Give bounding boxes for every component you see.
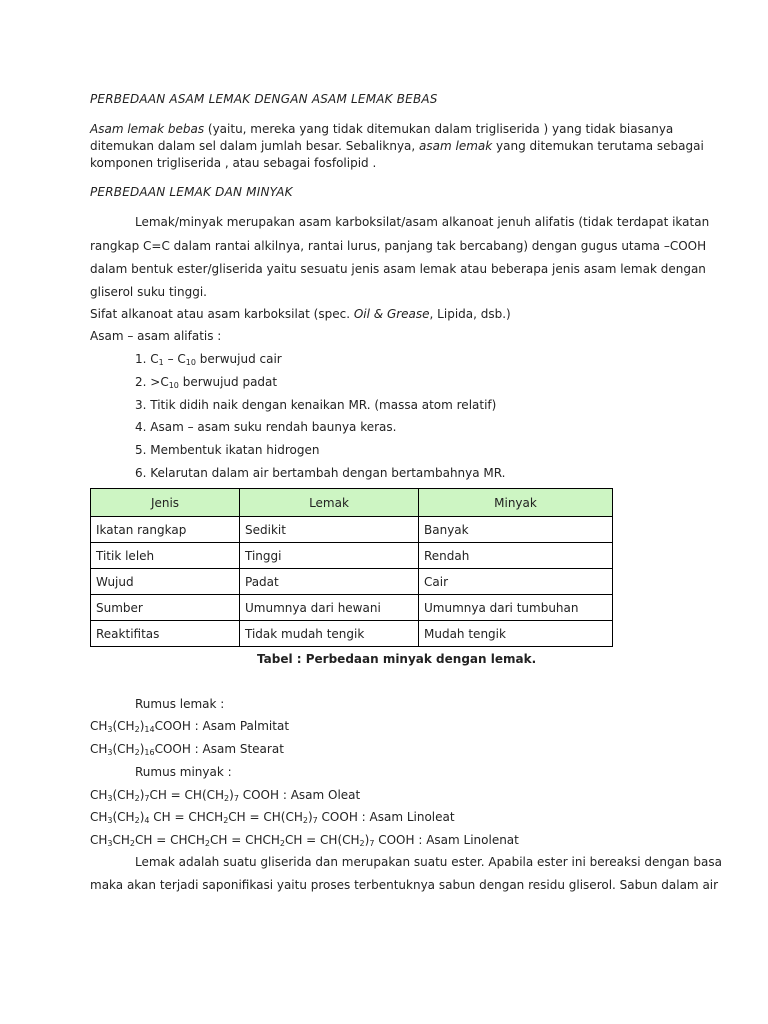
subscript: 4 [144,816,150,825]
table-cell: Tinggi [240,543,419,569]
paragraph-line: gliserol suku tinggi. [90,285,207,299]
subscript: 3 [107,748,113,757]
list-item: 6. Kelarutan dalam air bertambah dengan bertambahnya MR. [135,466,506,480]
subscript: 16 [144,748,155,757]
subscript: 2 [224,794,230,803]
subscript: 3 [107,794,113,803]
paragraph-line: dalam bentuk ester/gliserida yaitu sesuatu jenis asam lemak atau beberapa jenis asam lemak dengan [90,262,706,276]
table-row [91,621,613,647]
subscript: 7 [233,794,239,803]
heading-lemak-minyak: PERBEDAAN LEMAK DAN MINYAK [90,185,293,199]
text-run: (CH [112,810,135,824]
text-run: COOH : Asam Linoleat [317,810,455,824]
subscript: 2 [129,839,135,848]
table-cell: Sedikit [240,517,419,543]
subscript: 2 [279,839,285,848]
table-cell: Umumnya dari hewani [240,595,419,621]
text-run: CH = CHCH [209,833,280,847]
table-cell: Sumber [91,595,240,621]
formula-line [90,787,360,803]
text-run: COOH : Asam Stearat [154,742,284,756]
table-header-cell: Lemak [240,489,419,517]
subscript: 3 [107,816,113,825]
table-cell: Banyak [419,517,613,543]
list-item [135,374,277,390]
text-run: ) [364,833,370,847]
text-run: ) [139,719,145,733]
text-run: ) [139,810,145,824]
text-run: CH [112,833,130,847]
italic-term: Oil & Grease [353,307,430,321]
text-run: COOH : Asam Oleat [238,788,361,802]
formula-line [90,741,284,757]
text-run: CH [90,742,108,756]
text-run: CH = CH(CH [149,788,225,802]
table-cell: Ikatan rangkap [91,517,240,543]
table-row [91,543,613,569]
text-run: CH = CHCH [135,833,205,847]
table-cell: Titik leleh [91,543,240,569]
text-run: (CH [112,788,135,802]
italic-term: asam lemak [419,139,493,153]
text-run: ) [229,788,234,802]
list-item: 4. Asam – asam suku rendah baunya keras. [135,420,397,434]
list-item: 3. Titik didih naik dengan kenaikan MR. (massa atom relatif) [135,398,497,412]
subscript: 2 [359,839,365,848]
text-run: CH = CHCH [149,810,224,824]
text-run: CH [90,833,108,847]
table-cell: Rendah [419,543,613,569]
table-cell: Mudah tengik [419,621,613,647]
subscript: 2 [134,794,140,803]
subscript: 14 [144,725,155,734]
comparison-table [90,488,613,647]
text-run: berwujud padat [178,375,278,389]
subscript: 3 [107,725,113,734]
text-run: yang ditemukan terutama sebagai [492,139,704,153]
text-run: CH = CH(CH [228,810,303,824]
text-run: , Lipida, dsb.) [429,307,511,321]
paragraph-line: maka akan terjadi saponifikasi yaitu proses terbentuknya sabun dengan residu gliserol. Sabun dalam air [90,878,719,892]
text-run: ) [139,788,145,802]
text-run: COOH : Asam Linolenat [374,833,519,847]
paragraph-line [90,138,704,154]
formula-line [90,832,519,848]
subscript: 7 [144,794,150,803]
text-run: ) [139,742,145,756]
table-cell: Padat [240,569,419,595]
subscript: 2 [134,816,140,825]
text-run: CH = CH(CH [284,833,360,847]
subscript: 3 [107,839,113,848]
subscript: 2 [302,816,308,825]
table-cell: Umumnya dari tumbuhan [419,595,613,621]
alifatis-title: Asam – asam alifatis : [90,329,222,343]
subscript: 2 [204,839,210,848]
text-run: COOH : Asam Palmitat [154,719,290,733]
subscript: 2 [223,816,229,825]
table-cell: Reaktifitas [91,621,240,647]
table-caption: Tabel : Perbedaan minyak dengan lemak. [257,652,537,666]
text-run: (yaitu, mereka yang tidak ditemukan dalam trigliserida ) yang tidak biasanya [204,122,674,136]
heading-asam-lemak: PERBEDAAN ASAM LEMAK DENGAN ASAM LEMAK BEBAS [90,92,438,106]
table-row [91,595,613,621]
subscript: 1 [158,358,164,367]
subscript: 2 [134,725,140,734]
list-number: 2. [135,375,147,389]
list-number: 1. [135,352,147,366]
table-cell: Wujud [91,569,240,595]
text-run: >C [150,375,169,389]
text-run: CH [90,719,108,733]
subscript: 7 [369,839,375,848]
paragraph-line: Lemak adalah suatu gliserida dan merupakan suatu ester. Apabila ester ini bereaksi dengan basa [135,855,722,869]
text-run: CH [90,788,108,802]
list-item: 5. Membentuk ikatan hidrogen [135,443,320,457]
table-header-row [91,489,613,517]
table-cell: Tidak mudah tengik [240,621,419,647]
list-item [135,351,282,367]
subscript: 2 [134,748,140,757]
text-run: ) [307,810,313,824]
paragraph-line: Lemak/minyak merupakan asam karboksilat/asam alkanoat jenuh alifatis (tidak terdapat ikatan [135,215,710,229]
table-row [91,517,613,543]
text-run: Sifat alkanoat atau asam karboksilat (spec. [90,307,354,321]
rumus-lemak-title: Rumus lemak : [135,697,225,711]
text-run: berwujud cair [195,352,282,366]
formula-line [90,718,289,734]
sifat-line [90,306,511,322]
subscript: 10 [168,381,179,390]
rumus-minyak-title: Rumus minyak : [135,765,232,779]
table-header-cell: Minyak [419,489,613,517]
formula-line [90,809,455,825]
italic-term: Asam lemak bebas [90,122,205,136]
table-header-cell: Jenis [91,489,240,517]
table-cell: Cair [419,569,613,595]
text-run: C [150,352,159,366]
subscript: 7 [312,816,318,825]
text-run: (CH [112,719,135,733]
text-run: CH [90,810,108,824]
paragraph-line: komponen trigliserida , atau sebagai fosfolipid . [90,156,377,170]
table-row [91,569,613,595]
text-run: – C [163,352,186,366]
text-run: (CH [112,742,135,756]
paragraph-line: rangkap C=C dalam rantai alkilnya, rantai lurus, panjang tak bercabang) dengan gugus utama –COOH [90,239,707,253]
subscript: 10 [185,358,196,367]
text-run: ditemukan dalam sel dalam jumlah besar. Sebaliknya, [90,139,420,153]
paragraph-line [90,121,673,137]
